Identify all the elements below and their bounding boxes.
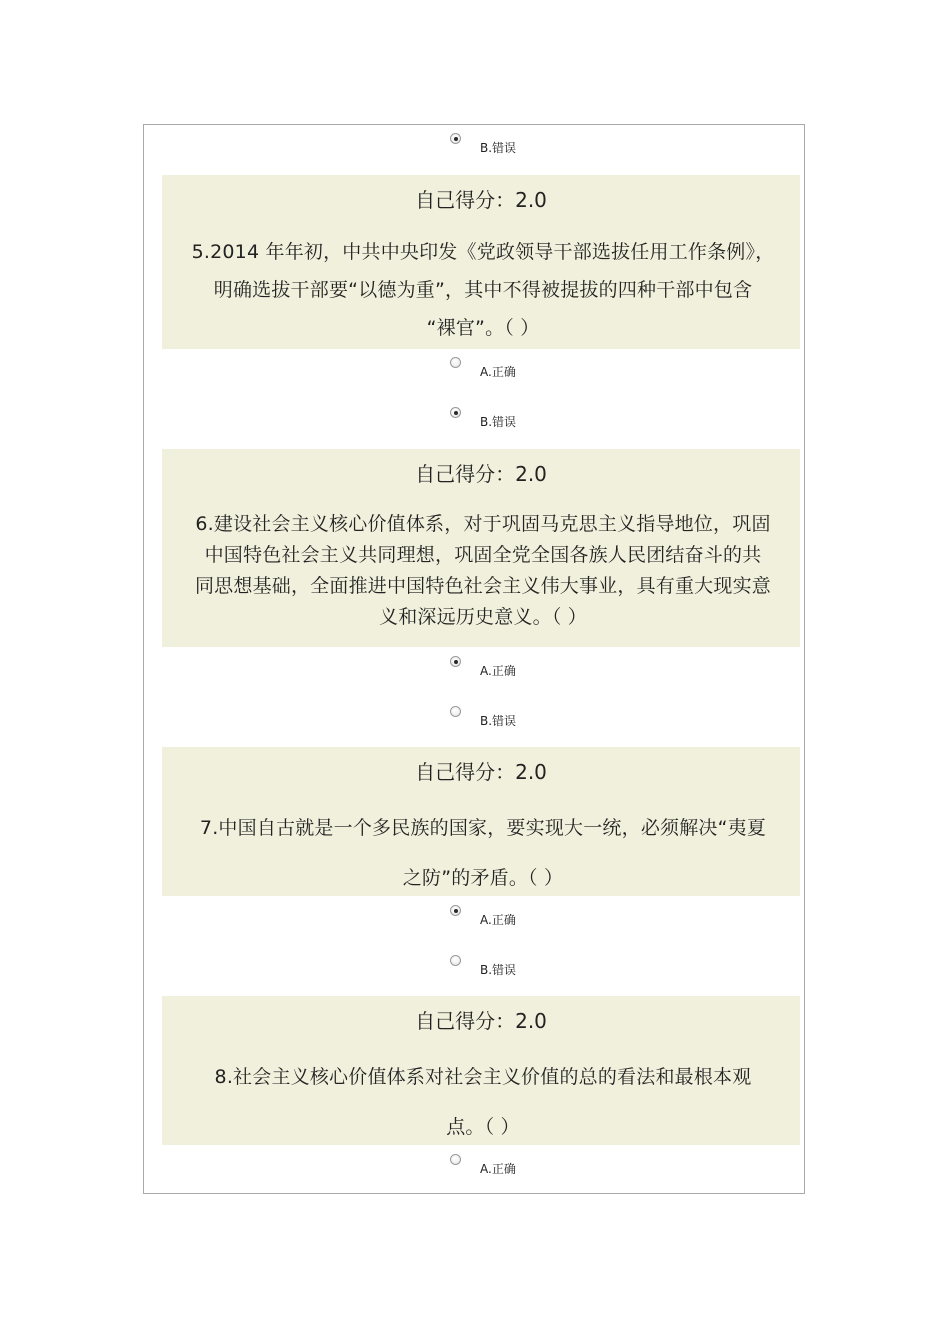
option-q7-a[interactable] xyxy=(144,901,804,935)
question-block-8 xyxy=(162,996,800,1145)
radio-q6-b-icon[interactable] xyxy=(450,706,461,717)
radio-q7-b-icon[interactable] xyxy=(450,955,461,966)
question-text-8 xyxy=(170,1052,796,1152)
question-line: 中国特色社会主义共同理想，巩固全党全国各族人民团结奋斗的共 xyxy=(204,544,762,566)
option-label: A.正确 xyxy=(480,365,516,379)
score-label: 自己得分：2.0 xyxy=(415,462,547,486)
question-text-7 xyxy=(170,803,796,903)
option-q6-a[interactable] xyxy=(144,652,804,686)
option-label: B.错误 xyxy=(480,141,517,155)
question-block-7 xyxy=(162,747,800,896)
question-block-5 xyxy=(162,175,800,349)
option-q6-b[interactable] xyxy=(144,702,804,736)
question-line: 之防”的矛盾。（ ） xyxy=(402,867,564,889)
radio-q4-b-icon[interactable] xyxy=(450,133,461,144)
option-q5-a[interactable] xyxy=(144,353,804,387)
question-line: 同思想基础，全面推进中国特色社会主义伟大事业，具有重大现实意 xyxy=(194,575,771,597)
question-text-6 xyxy=(170,509,796,633)
option-label: B.错误 xyxy=(480,963,517,977)
question-line: 点。（ ） xyxy=(446,1116,520,1138)
option-label: A.正确 xyxy=(480,1162,516,1176)
question-line: 明确选拔干部要“以德为重”，其中不得被提拔的四种干部中包含 xyxy=(213,279,753,301)
radio-q5-a-icon[interactable] xyxy=(450,357,461,368)
option-label: B.错误 xyxy=(480,714,517,728)
score-label: 自己得分：2.0 xyxy=(415,1009,547,1033)
option-q8-a[interactable] xyxy=(144,1150,804,1184)
option-label: B.错误 xyxy=(480,415,517,429)
question-line: 8.社会主义核心价值体系对社会主义价值的总的看法和最根本观 xyxy=(214,1066,752,1088)
quiz-frame xyxy=(143,124,805,1194)
radio-q6-a-icon[interactable] xyxy=(450,656,461,667)
option-q4-b[interactable] xyxy=(144,129,804,163)
question-line: “裸官”。（ ） xyxy=(426,317,540,339)
question-line: 7.中国自古就是一个多民族的国家，要实现大一统，必须解决“夷夏 xyxy=(199,817,767,839)
radio-q8-a-icon[interactable] xyxy=(450,1154,461,1165)
question-line: 义和深远历史意义。（ ） xyxy=(379,606,587,628)
radio-q5-b-icon[interactable] xyxy=(450,407,461,418)
option-label: A.正确 xyxy=(480,913,516,927)
question-line: 6.建设社会主义核心价值体系，对于巩固马克思主义指导地位，巩固 xyxy=(195,513,771,535)
score-label: 自己得分：2.0 xyxy=(415,760,547,784)
question-block-6 xyxy=(162,449,800,647)
score-label: 自己得分：2.0 xyxy=(415,188,547,212)
option-label: A.正确 xyxy=(480,664,516,678)
question-text-5 xyxy=(170,233,796,347)
option-q7-b[interactable] xyxy=(144,951,804,985)
question-line: 5.2014 年年初，中共中央印发《党政领导干部选拔任用工作条例》， xyxy=(191,241,775,263)
radio-q7-a-icon[interactable] xyxy=(450,905,461,916)
option-q5-b[interactable] xyxy=(144,403,804,437)
